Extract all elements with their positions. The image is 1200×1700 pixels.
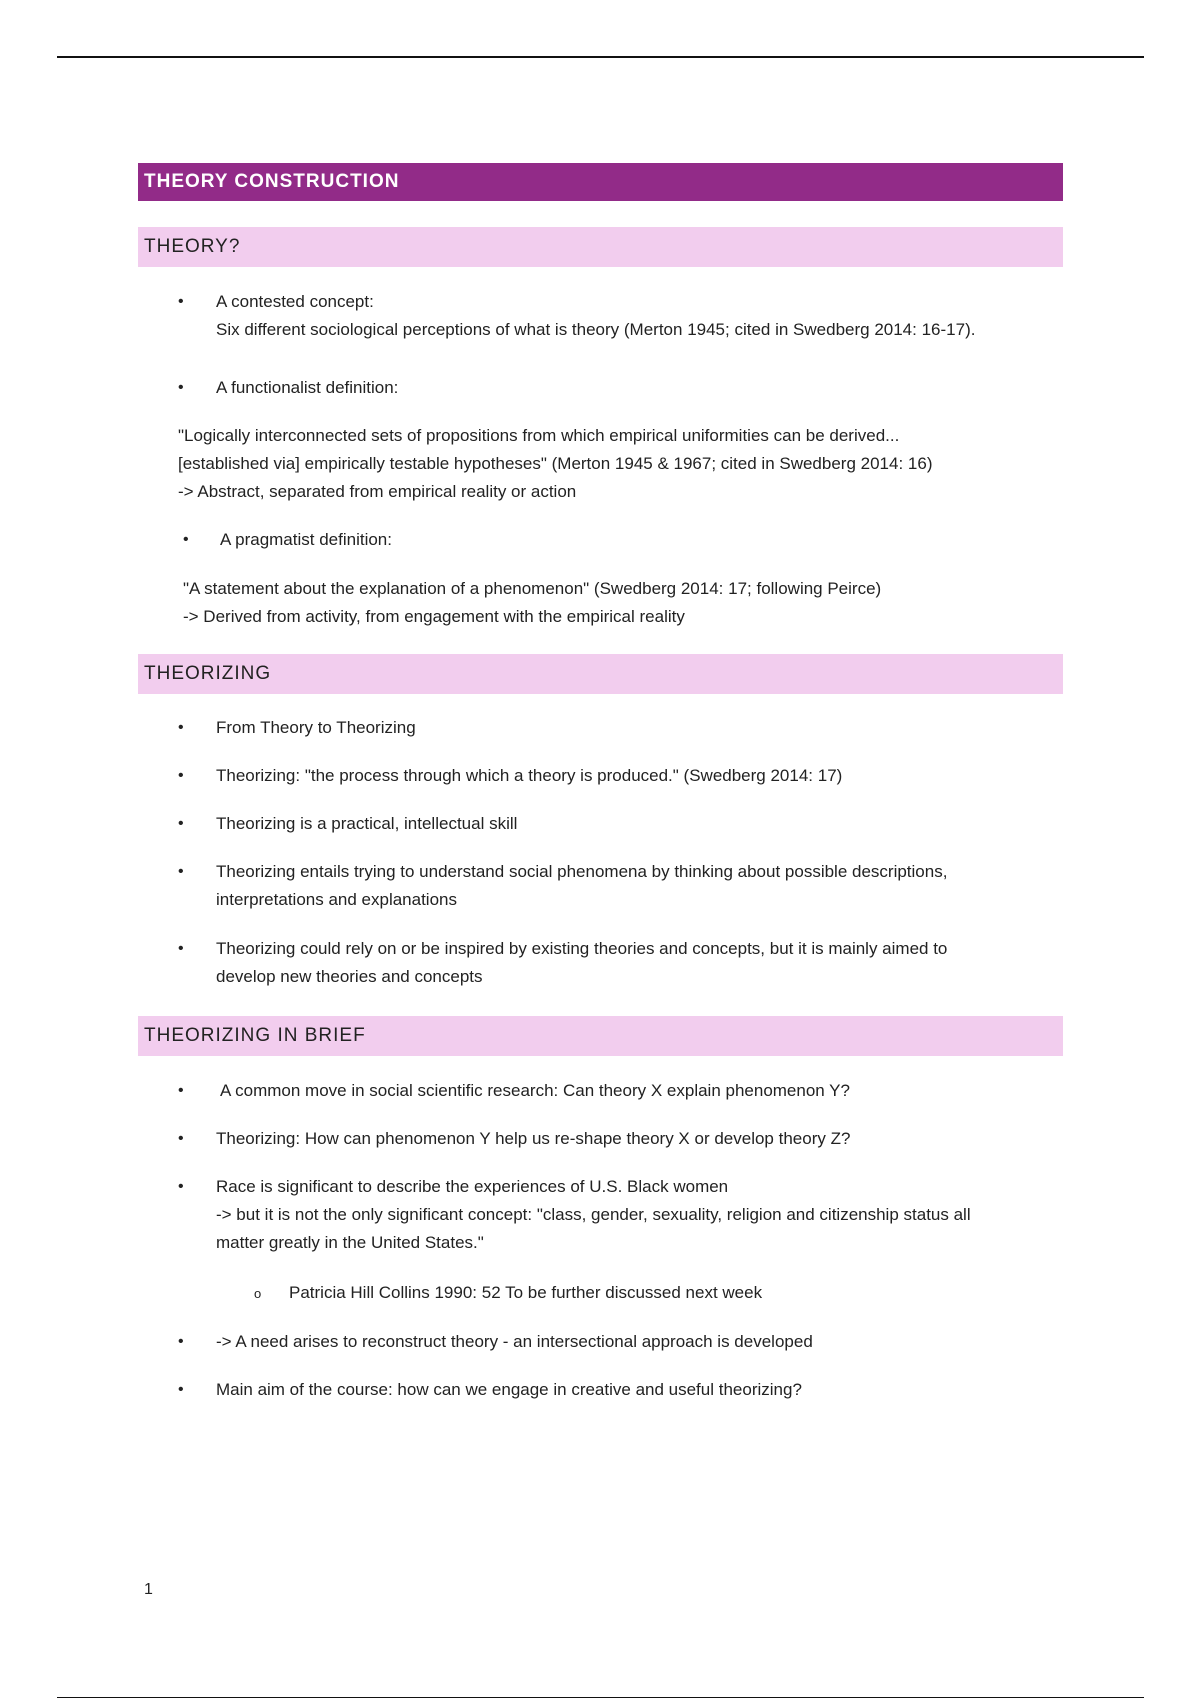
- section-heading-theory: [138, 227, 1063, 267]
- bullet-marker: •: [178, 293, 184, 310]
- bullet-marker: •: [178, 1381, 184, 1398]
- list-item: -> A need arises to reconstruct theory - an intersectional approach is developed: [216, 1332, 813, 1351]
- section-heading-text: THEORY?: [144, 236, 241, 257]
- list-item: Theorizing: How can phenomenon Y help us re-shape theory X or develop theory Z?: [216, 1129, 851, 1148]
- bullet-marker: •: [183, 531, 189, 548]
- page-title: THEORY CONSTRUCTION: [144, 171, 400, 192]
- list-item-continuation: -> but it is not the only significant concept: "class, gender, sexuality, religion and citizenship status all: [216, 1205, 971, 1224]
- quote-line: [established via] empirically testable hypotheses" (Merton 1945 & 1967; cited in Swedberg 2014: 16): [178, 454, 933, 473]
- list-item-continuation: matter greatly in the United States.": [216, 1233, 484, 1252]
- sub-list-item: Patricia Hill Collins 1990: 52 To be further discussed next week: [289, 1283, 763, 1302]
- section-heading-theorizing: [138, 654, 1063, 694]
- list-item-continuation: Six different sociological perceptions of what is theory (Merton 1945; cited in Swedberg 2014: 16-17).: [216, 320, 976, 339]
- section-heading-text: THEORIZING: [144, 663, 272, 684]
- list-item: Theorizing entails trying to understand social phenomena by thinking about possible descriptions,: [216, 862, 948, 881]
- list-item-continuation: develop new theories and concepts: [216, 967, 483, 986]
- list-item: Theorizing is a practical, intellectual skill: [216, 814, 518, 833]
- section-heading-theorizing-in-brief: [138, 1016, 1063, 1056]
- bullet-marker: •: [178, 940, 184, 957]
- list-item-continuation: interpretations and explanations: [216, 890, 457, 909]
- bullet-marker: •: [178, 1082, 184, 1099]
- list-item: A common move in social scientific research: Can theory X explain phenomenon Y?: [220, 1081, 850, 1100]
- footer-rule: [57, 1697, 1144, 1698]
- quote-line: "A statement about the explanation of a phenomenon" (Swedberg 2014: 17; following Peirce): [183, 579, 882, 598]
- bullet-marker: •: [178, 719, 184, 736]
- bullet-marker: •: [178, 863, 184, 880]
- list-item: A contested concept:: [216, 292, 374, 311]
- bullet-marker: •: [178, 767, 184, 784]
- bullet-marker: •: [178, 815, 184, 832]
- header-rule: [57, 56, 1144, 58]
- section-heading-text: THEORIZING IN BRIEF: [144, 1025, 366, 1046]
- list-item: A pragmatist definition:: [220, 530, 392, 549]
- list-item: From Theory to Theorizing: [216, 718, 416, 737]
- bullet-marker: •: [178, 1178, 184, 1195]
- quote-line: -> Abstract, separated from empirical reality or action: [178, 482, 577, 501]
- list-item: Theorizing: "the process through which a theory is produced." (Swedberg 2014: 17): [216, 766, 843, 785]
- list-item: Race is significant to describe the experiences of U.S. Black women: [216, 1177, 729, 1196]
- list-item: Main aim of the course: how can we engage in creative and useful theorizing?: [216, 1380, 802, 1399]
- bullet-marker: •: [178, 1130, 184, 1147]
- list-item: A functionalist definition:: [216, 378, 399, 397]
- sub-bullet-marker: o: [254, 1286, 262, 1301]
- bullet-marker: •: [178, 379, 184, 396]
- title-bar: [138, 163, 1063, 201]
- page-number: 1: [144, 1581, 153, 1598]
- quote-line: "Logically interconnected sets of propositions from which empirical uniformities can be derived...: [178, 426, 900, 445]
- list-item: Theorizing could rely on or be inspired by existing theories and concepts, but it is mainly aimed to: [216, 939, 948, 958]
- quote-line: -> Derived from activity, from engagement with the empirical reality: [183, 607, 685, 626]
- bullet-marker: •: [178, 1333, 184, 1350]
